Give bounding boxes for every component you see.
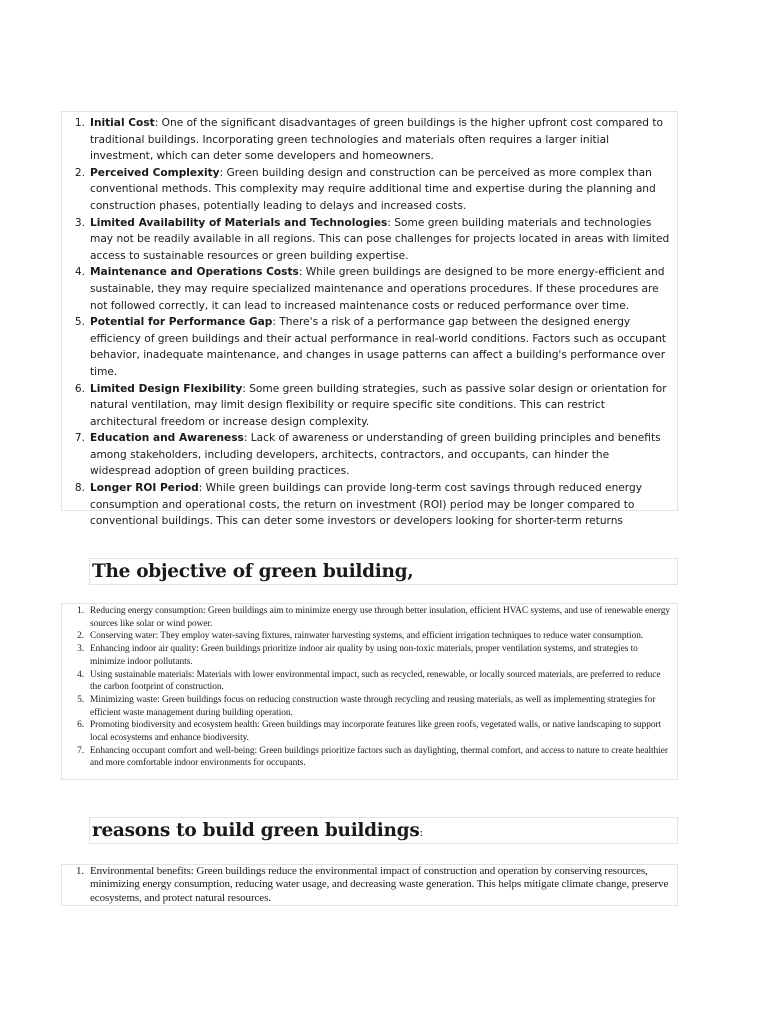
item-text: : Some green building materials and technologies may not be readily available in all regions. This can pose challenges for projects located in areas with limited access to sustainable resources or green building expertise. bbox=[90, 216, 670, 262]
list-item bbox=[62, 314, 671, 380]
item-text: Reducing energy consumption: Green buildings aim to minimize energy use through better insulation, efficient HVAC systems, and use of renewable energy sources like solar or wind power. bbox=[90, 606, 671, 629]
item-text: Enhancing indoor air quality: Green buildings prioritize indoor air quality by using non-toxic materials, proper ventilation systems, and strategies to minimize indoor pollutants. bbox=[90, 644, 638, 667]
item-number: 6 . bbox=[66, 719, 84, 732]
item-title: Initial Cost bbox=[90, 117, 155, 129]
item-number: 4 . bbox=[66, 669, 84, 682]
list-item bbox=[62, 165, 671, 215]
item-text: Enhancing occupant comfort and well-being: Green buildings prioritize factors such as daylighting, thermal comfort, and access to nature to create healthier and more comfortable indoor environments for occupants. bbox=[90, 745, 668, 769]
list-item bbox=[62, 264, 671, 314]
item-text: : There's a risk of a performance gap between the designed energy efficiency of green buildings and their actual performance in real-world conditions. Factors such as occupant behavior, inadequate maintenance, and changes in usage patterns can affect a building's performance over time. bbox=[90, 316, 667, 378]
item-title: Limited Design Flexibility bbox=[90, 382, 243, 395]
item-text: : While green buildings are designed to be more energy-efficient and sustainable, they may require specialized maintenance and operations procedures. If these procedures are not followed correctly, it can lead to increased maintenance costs or reduced performance over time. bbox=[90, 266, 665, 312]
item-text: : Lack of awareness or understanding of green building principles and benefits among stakeholders, including developers, architects, contractors, and occupants, can hinder the widespread adoption of green building practices. bbox=[90, 432, 661, 478]
reasons-heading-text: reasons to build green buildings bbox=[92, 820, 420, 841]
list-item bbox=[62, 694, 671, 719]
item-number: 7 . bbox=[66, 745, 84, 758]
reasons-heading-colon: : bbox=[419, 826, 423, 839]
item-text: Conserving water: They employ water-saving fixtures, rainwater harvesting systems, and efficient irrigation techniques to reduce water consumption. bbox=[90, 631, 644, 642]
list-item bbox=[62, 115, 671, 165]
reasons-heading bbox=[89, 817, 678, 844]
list-item bbox=[62, 745, 671, 770]
item-text: Using sustainable materials: Materials with lower environmental impact, such as recycled, renewable, or locally sourced materials, are preferred to reduce the carbon footprint of construction. bbox=[90, 669, 661, 693]
item-number: 8 . bbox=[67, 480, 85, 497]
item-number: 7 . bbox=[67, 430, 85, 447]
item-number: 5 . bbox=[67, 314, 85, 331]
item-text: : Green building design and construction can be perceived as more complex than conventional methods. This complexity may require additional time and expertise during the planning and construction phases, potentially leading to delays and increased costs. bbox=[90, 166, 656, 212]
item-number: 1 . bbox=[66, 605, 84, 618]
item-title: Longer ROI Period bbox=[90, 482, 199, 495]
list-item bbox=[62, 719, 671, 744]
list-item bbox=[62, 430, 671, 480]
item-text: : While green buildings can provide long-term cost savings through reduced energy consumption and operational costs, the return on investment (ROI) period may be longer compared to conventional buildings. This can deter some investors or developers looking for shorter-term returns bbox=[90, 482, 642, 528]
item-title: Maintenance and Operations Costs bbox=[90, 266, 299, 279]
list-item bbox=[62, 669, 671, 694]
list-item bbox=[62, 215, 671, 265]
item-number: 2 . bbox=[67, 165, 85, 182]
item-text: : Some green building strategies, such as passive solar design or orientation for natural ventilation, may limit design flexibility or require specific site conditions. This can restrict architectural freedom or increase design complexity. bbox=[90, 382, 667, 428]
item-number: 1 . bbox=[66, 865, 84, 878]
item-number: 3 . bbox=[66, 643, 84, 656]
item-title: Limited Availability of Materials and Technologies bbox=[90, 216, 388, 229]
item-number: 1 . bbox=[67, 115, 85, 132]
objective-heading-text: The objective of green building, bbox=[92, 561, 414, 582]
item-number: 3 . bbox=[67, 215, 85, 232]
objectives-list bbox=[61, 603, 678, 780]
list-item bbox=[62, 865, 673, 905]
item-text: Minimizing waste: Green buildings focus on reducing construction waste through recycling and reusing materials, as well as implementing strategies for efficient waste management during building operation. bbox=[90, 694, 656, 718]
list-item bbox=[62, 630, 671, 643]
item-title: Perceived Complexity bbox=[90, 166, 220, 179]
item-title: Education and Awareness bbox=[90, 432, 244, 445]
item-title: Potential for Performance Gap bbox=[90, 316, 273, 329]
item-number: 6 . bbox=[67, 381, 85, 398]
disadvantages-list bbox=[61, 111, 678, 528]
item-number: 4 . bbox=[67, 264, 85, 281]
item-text: Environmental benefits: Green buildings reduce the environmental impact of construction and operation by conserving resources, minimizing energy consumption, reducing water usage, and decreasing waste generation. This helps mitigate climate change, preserve ecosystems, and protect natural resources. bbox=[90, 865, 669, 904]
list-item bbox=[62, 605, 671, 630]
item-number: 5 . bbox=[66, 694, 84, 707]
list-item bbox=[62, 381, 671, 431]
list-item bbox=[62, 480, 671, 530]
item-number: 2 . bbox=[66, 630, 84, 643]
item-text: Promoting biodiversity and ecosystem health: Green buildings may incorporate features like green roofs, vegetated walls, or native landscaping to support local ecosystems and enhance biodiversity. bbox=[90, 720, 662, 744]
reasons-list bbox=[61, 864, 678, 906]
item-text: : One of the significant disadvantages of green buildings is the higher upfront cost compared to traditional buildings. Incorporating green technologies and materials often requires a larger initial investment, which can deter some developers and homeowners. bbox=[90, 117, 663, 163]
list-item bbox=[62, 643, 671, 668]
objective-heading bbox=[89, 558, 678, 585]
